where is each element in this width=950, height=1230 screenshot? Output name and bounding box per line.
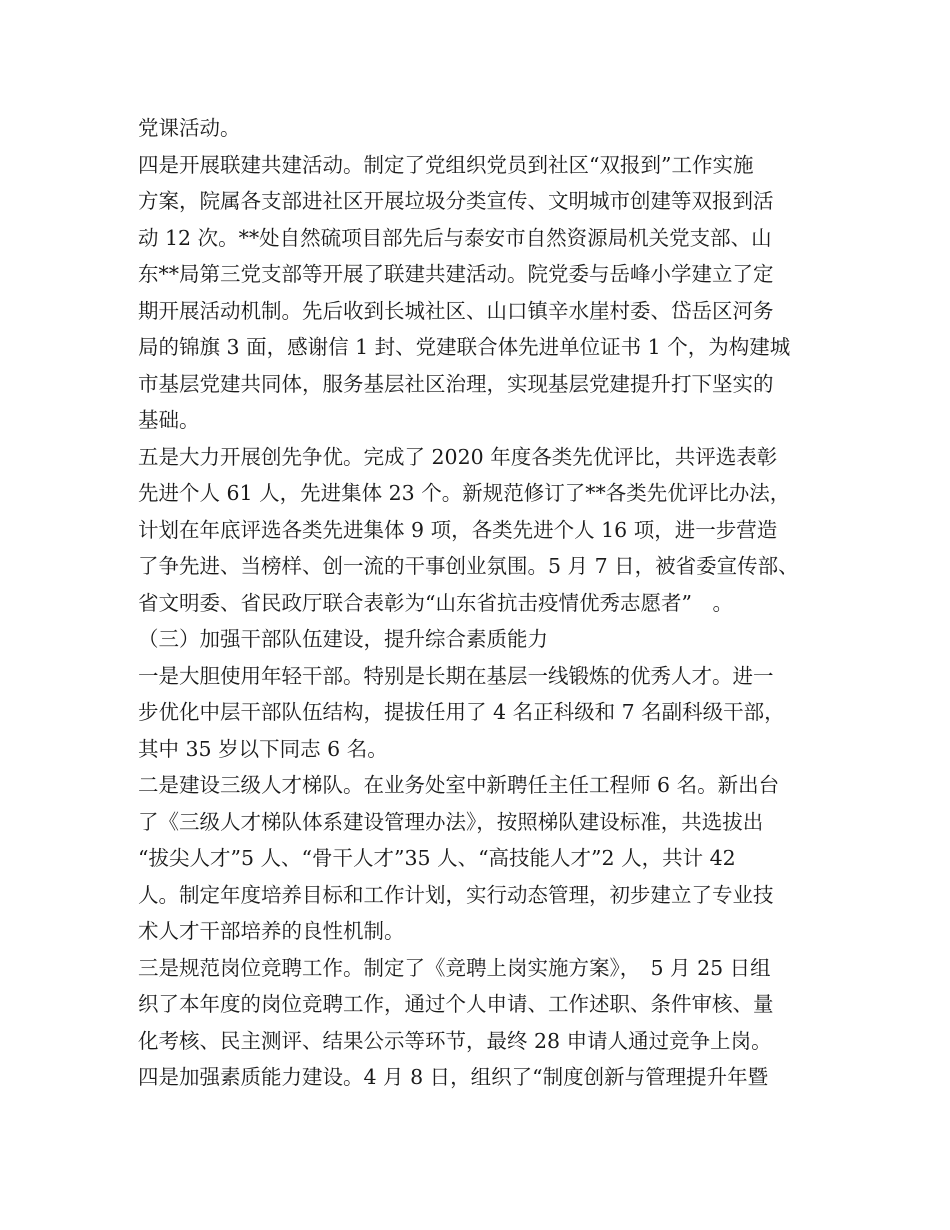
text-line: 省文明委、省民政厅联合表彰为“山东省抗击疫情优秀志愿者” 。 (138, 590, 733, 615)
text-line: 步优化中层干部队伍结构，提拔任用了 4 名正科级和 7 名副科级干部， (138, 700, 785, 724)
text-line: 动 12 次。**处自然硫项目部先后与泰安市自然资源局机关党支部、山 (138, 225, 772, 250)
text-line: 局的锦旗 3 面，感谢信 1 封、党建联合体先进单位证书 1 个，为构建城 (138, 335, 791, 359)
text-line: “拔尖人才”5 人、“骨干人才”35 人、“高技能人才”2 人，共计 42 (138, 846, 736, 870)
text-line: 五是大力开展创先争优。完成了 2020 年度各类先优评比，共评选表彰 (138, 444, 778, 469)
text-line: 先进个人 61 人，先进集体 23 个。新规范修订了**各类先优评比办法， (138, 481, 791, 505)
text-line: 四是加强素质能力建设。4 月 8 日，组织了“制度创新与管理提升年暨 (138, 1065, 769, 1089)
text-line: 方案，院属各支部进社区开展垃圾分类宣传、文明城市创建等双报到活 (138, 189, 774, 213)
section-heading: （三）加强干部队伍建设，提升综合素质能力 (138, 627, 548, 651)
text-line: 基础。 (138, 408, 200, 432)
text-line: 期开展活动机制。先后收到长城社区、山口镇辛水崖村委、岱岳区河务 (138, 298, 774, 323)
text-line: 党课活动。 (138, 116, 241, 140)
text-line: 了《三级人才梯队体系建设管理办法》，按照梯队建设标准，共选拔出 (138, 809, 764, 834)
text-line: 市基层党建共同体，服务基层社区治理，实现基层党建提升打下坚实的 (138, 371, 774, 396)
text-line: 术人才干部培养的良性机制。 (138, 919, 405, 943)
text-line: 一是大胆使用年轻干部。特别是长期在基层一线锻炼的优秀人才。进一 (138, 663, 774, 688)
text-line: 了争先进、当榜样、创一流的干事创业氛围。5 月 7 日，被省委宣传部、 (138, 554, 799, 578)
text-line: 化考核、民主测评、结果公示等环节，最终 28 申请人通过竞争上岗。 (138, 1028, 772, 1053)
text-line: 四是开展联建共建活动。制定了党组织党员到社区“双报到”工作实施 (138, 152, 754, 177)
text-line: 人。制定年度培养目标和工作计划，实行动态管理，初步建立了专业技 (138, 882, 774, 907)
text-line: 二是建设三级人才梯队。在业务处室中新聘任主任工程师 6 名。新出台 (138, 773, 780, 797)
document-body (138, 110, 828, 1096)
text-line: 织了本年度的岗位竞聘工作，通过个人申请、工作述职、条件审核、量 (138, 992, 774, 1016)
text-line: 计划在年底评选各类先进集体 9 项，各类先进个人 16 项，进一步营造 (138, 517, 778, 542)
text-line: 东**局第三党支部等开展了联建共建活动。院党委与岳峰小学建立了定 (138, 262, 774, 286)
text-line: 其中 35 岁以下同志 6 名。 (138, 736, 388, 761)
text-line: 三是规范岗位竞聘工作。制定了《竞聘上岗实施方案》， 5 月 25 日组 (138, 955, 771, 980)
